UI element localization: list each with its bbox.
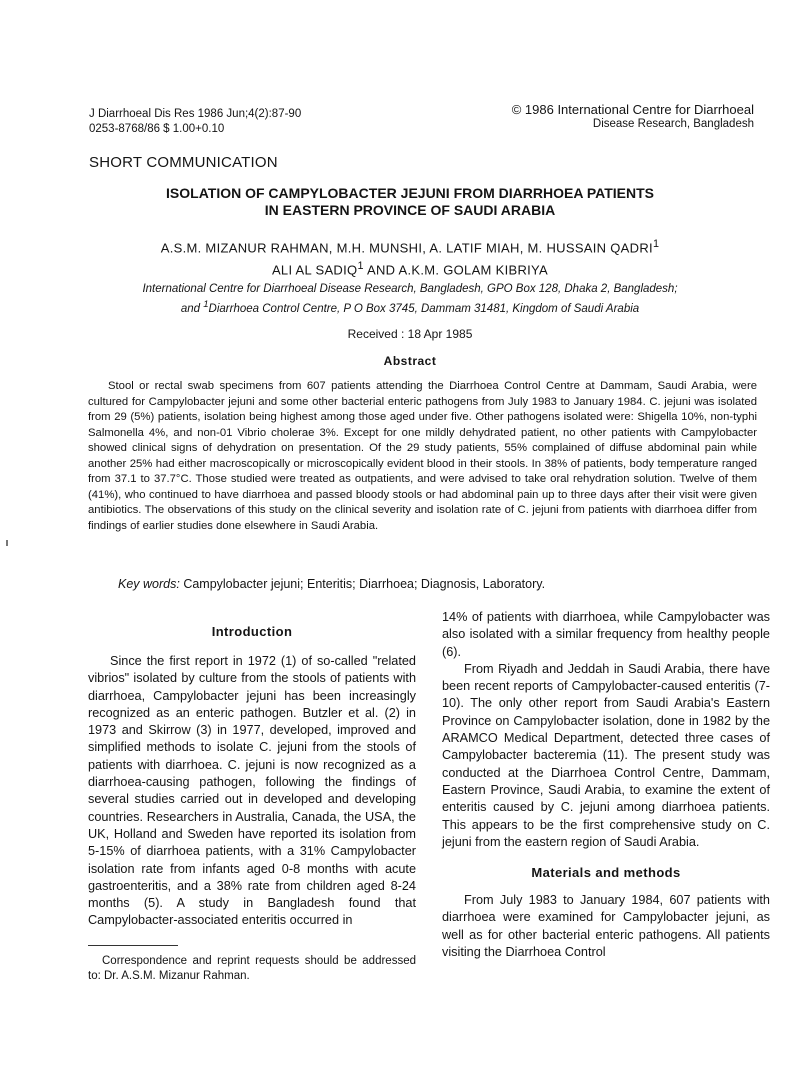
title-line-1: ISOLATION OF CAMPYLOBACTER JEJUNI FROM DIARRHOEA PATIENTS <box>166 185 654 201</box>
footnote-divider <box>88 945 178 946</box>
copyright-header <box>512 102 754 132</box>
affiliation-and: and <box>180 302 204 315</box>
authors-line-2-text: AND A.K.M. GOLAM KIBRIYA <box>363 262 549 278</box>
methods-heading: Materials and methods <box>531 865 681 881</box>
keywords-text: Campylobacter jejuni; Enteritis; Diarrhoea; Diagnosis, Laboratory. <box>179 577 546 591</box>
journal-issn: 0253-8768/86 $ 1.00+0.10 <box>89 123 225 135</box>
right-column <box>442 609 770 961</box>
methods-paragraph: From July 1983 to January 1984, 607 patients with diarrhoea were examined for Campylobacter jejuni, as well as for other bacterial enteric pathogens. All patients visiting the Diarrhoea Control <box>442 893 770 960</box>
author-superscript: 1 <box>652 238 660 250</box>
author-superscript: 1 <box>357 260 364 273</box>
introduction-continuation: 14% of patients with diarrhoea, while Campylobacter was also isolated with a similar frequency from healthy people (6). <box>442 610 770 659</box>
abstract-text: Stool or rectal swab specimens from 607 patients attending the Diarrhoea Control Centre at Dammam, Saudi Arabia, were cultured for Campylobacter jejuni and some other bacterial enteric pathogens from July 1983 to January 1984. C. jejuni was isolated from 29 (5%) patients, isolation being highest among those aged under five. Other pathogens isolated were: Shigella 10%, non-typhi Salmonella 4%, and non-01 Vibrio cholerae 3%. Except for one mildly dehydrated patient, no other patients with Campylobacter showed clinical signs of dehydration on presentation. Of the 29 study patients, 55% complained of diffuse abdominal pain while another 25% had either macroscopically or microscopically evident blood in their stools. In 38% of patients, body temperature ranged from 37.1 to 37.7°C. Those studied were treated as outpatients, and were advised to take oral rehydration solution. Twelve of them (41%), who continued to have diarrhoea and passed bloody stools or had abdominal pain up to three days after their visit were given antibiotics. The observations of this study on the clinical severity and isolation rate of C. jejuni from patients with diarrhoea differ from findings of earlier studies done elsewhere in Saudi Arabia. <box>88 380 757 532</box>
keywords-label: Key words: <box>118 577 180 591</box>
abstract-heading: Abstract <box>383 354 437 368</box>
authors-line-2 <box>80 257 740 279</box>
affiliation-superscript: 1 <box>203 299 209 310</box>
copyright-line-1: © 1986 International Centre for Diarrhoeal <box>511 102 754 117</box>
article-title <box>80 185 740 219</box>
journal-citation: J Diarrhoeal Dis Res 1986 Jun;4(2):87-90 <box>89 108 302 120</box>
affiliation-line-2 <box>80 297 740 317</box>
authors-line-1 <box>80 235 740 257</box>
title-line-2: IN EASTERN PROVINCE OF SAUDI ARABIA <box>264 202 556 218</box>
introduction-paragraph: Since the first report in 1972 (1) of so-called "related vibrios" isolated by culture from the stools of patients with diarrhoea, Campylobacter jejuni has been increasingly recognized as an enteric pathogen. Butzler et al. (2) in 1973 and Skirrow (3) in 1977, developed, improved and simplified methods to isolate C. jejuni from the stools of patients with diarrhoea. C. jejuni is now recognized as a diarrhoea-causing pathogen, following the findings of several studies carried out in developed and developing countries. Researchers in Australia, Canada, the USA, the UK, Holland and Sweden have reported its isolation from 5-15% of diarrhoea patients, with a 31% Campylobacter isolation rate from infants aged 0-8 months with acute gastroenteritis, and a 38% rate from children aged 8-24 months (5). A study in Bangladesh found that Campylobacter-associated enteritis occurred in <box>88 654 416 928</box>
affiliation-line-2-text: Diarrhoea Control Centre, P O Box 3745, Dammam 31481, Kingdom of Saudi Arabia <box>208 302 640 315</box>
introduction-paragraph-2: From Riyadh and Jeddah in Saudi Arabia, there have been recent reports of Campylobacter-caused enteritis (7-10). The only other report from Saudi Arabia's Eastern Province on Campylobacter isolation, done in 1982 by the ARAMCO Medical Department, detected three cases of Campylobacter bacteremia (11). The present study was conducted at the Diarrhoea Control Centre, Dammam, Eastern Province, Saudi Arabia, to examine the extent of enteritis caused by C. jejuni among diarrhoea patients. This appears to be the first comprehensive study on C. jejuni from the eastern region of Saudi Arabia. <box>442 661 770 849</box>
received-date: Received : 18 Apr 1985 <box>347 327 473 341</box>
citation-header <box>89 107 301 137</box>
left-column <box>88 612 416 930</box>
affiliations <box>80 282 740 317</box>
section-type-label: SHORT COMMUNICATION <box>89 154 278 171</box>
correspondence-footnote: Correspondence and reprint requests should be addressed to: Dr. A.S.M. Mizanur Rahman. <box>88 955 416 982</box>
author-list <box>80 235 740 280</box>
margin-speck <box>6 540 8 546</box>
copyright-line-2: Disease Research, Bangladesh <box>592 118 754 130</box>
author-ali-al-sadiq: ALI AL SADIQ <box>271 262 358 278</box>
introduction-heading: Introduction <box>211 624 293 639</box>
affiliation-line-1: International Centre for Diarrhoeal Disease Research, Bangladesh, GPO Box 128, Dhaka 2, Bangladesh; <box>142 283 678 295</box>
authors-line-1-text: A.S.M. MIZANUR RAHMAN, M.H. MUNSHI, A. LATIF MIAH, M. HUSSAIN QADRI <box>160 240 653 256</box>
keywords <box>118 577 545 591</box>
